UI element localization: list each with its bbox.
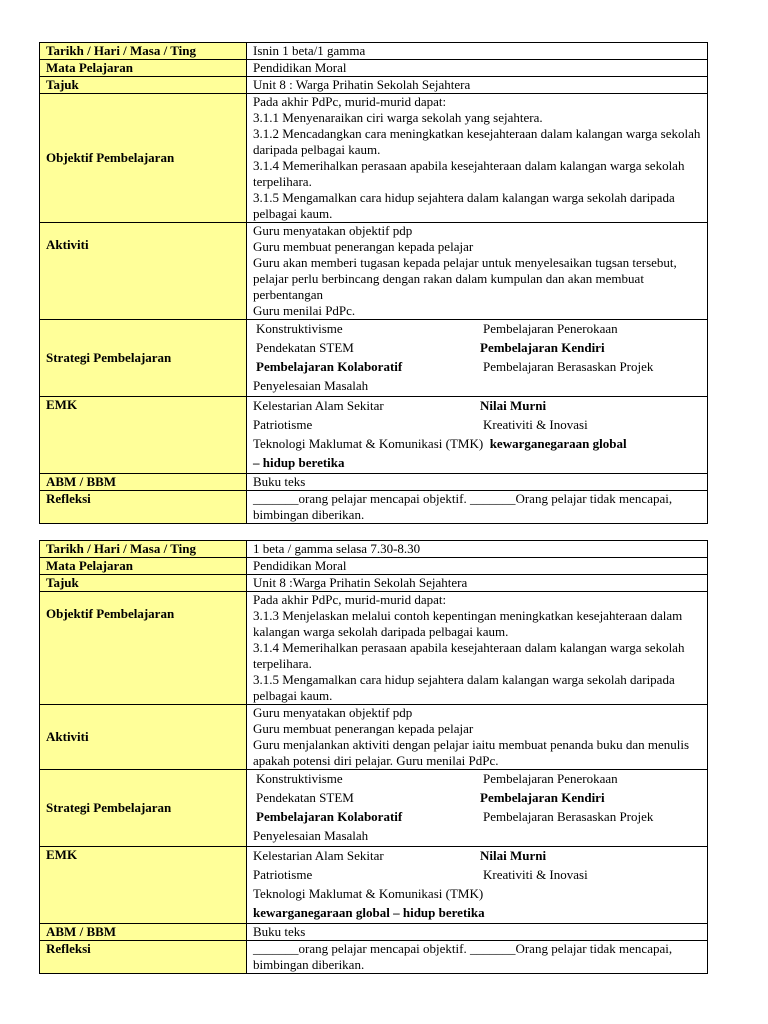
row-mata-pelajaran <box>40 558 708 575</box>
row-tarikh <box>40 541 708 558</box>
value-objektif <box>247 592 708 705</box>
row-tarikh <box>40 43 708 60</box>
objektif-line: 3.1.5 Mengamalkan cara hidup sejahtera dalam kalangan warga sekolah daripada pelbagai kaum. <box>253 190 675 221</box>
aktiviti-line: Guru menyatakan objektif pdp <box>253 223 413 238</box>
strategi-kolaboratif: Pembelajaran Kolaboratif <box>256 809 403 824</box>
value-emk <box>247 847 708 924</box>
emk-nilai: Nilai Murni <box>480 398 547 413</box>
strategi-konstruktivisme: Konstruktivisme <box>256 771 343 786</box>
label-emk: EMK <box>40 397 247 474</box>
emk-global: kewarganegaraan global – hidup beretika <box>253 905 485 920</box>
strategi-kendiri: Pembelajaran Kendiri <box>480 340 605 355</box>
row-abm <box>40 474 708 491</box>
label-tajuk: Tajuk <box>40 77 247 94</box>
value-objektif <box>247 94 708 223</box>
row-emk <box>40 847 708 924</box>
objektif-line: Pada akhir PdPc, murid-murid dapat: <box>253 94 447 109</box>
lesson-plan-table-2 <box>39 540 708 974</box>
emk-global: kewarganegaraan global <box>489 436 627 451</box>
emk-global-cont: – hidup beretika <box>253 455 345 470</box>
strategi-masalah: Penyelesaian Masalah <box>253 378 369 393</box>
row-strategi <box>40 770 708 847</box>
row-mata-pelajaran <box>40 60 708 77</box>
value-tajuk: Unit 8 : Warga Prihatin Sekolah Sejahtera <box>247 77 708 94</box>
emk-nilai: Nilai Murni <box>480 848 547 863</box>
objektif-line: 3.1.5 Mengamalkan cara hidup sejahtera dalam kalangan warga sekolah daripada pelbagai kaum. <box>253 672 675 703</box>
value-aktiviti <box>247 705 708 770</box>
strategi-projek: Pembelajaran Berasaskan Projek <box>483 359 654 374</box>
aktiviti-line: Guru menjalankan aktiviti dengan pelajar iaitu membuat penanda buku dan menulis apakah potensi diri pelajar. Guru menilai PdPc. <box>253 737 690 768</box>
label-tarikh: Tarikh / Hari / Masa / Ting <box>40 541 247 558</box>
value-strategi <box>247 770 708 847</box>
row-objektif <box>40 592 708 705</box>
aktiviti-line: Guru membuat penerangan kepada pelajar <box>253 239 474 254</box>
objektif-line: 3.1.2 Mencadangkan cara meningkatkan kesejahteraan dalam kalangan warga sekolah daripada pelbagai kaum. <box>253 126 701 157</box>
objektif-line: 3.1.4 Memerihalkan perasaan apabila kesejahteraan dalam kalangan warga sekolah terpelihara. <box>253 640 685 671</box>
value-mata-pelajaran: Pendidikan Moral <box>247 558 708 575</box>
value-abm: Buku teks <box>247 474 708 491</box>
row-aktiviti <box>40 705 708 770</box>
row-refleksi <box>40 491 708 524</box>
aktiviti-line: Guru menyatakan objektif pdp <box>253 705 413 720</box>
value-aktiviti <box>247 223 708 320</box>
label-tajuk: Tajuk <box>40 575 247 592</box>
label-objektif: Objektif Pembelajaran <box>40 592 247 705</box>
strategi-stem: Pendekatan STEM <box>256 790 354 805</box>
label-strategi: Strategi Pembelajaran <box>40 770 247 847</box>
emk-alam: Kelestarian Alam Sekitar <box>253 848 384 863</box>
label-tarikh: Tarikh / Hari / Masa / Ting <box>40 43 247 60</box>
row-abm <box>40 924 708 941</box>
label-refleksi: Refleksi <box>40 491 247 524</box>
aktiviti-line: Guru membuat penerangan kepada pelajar <box>253 721 474 736</box>
strategi-stem: Pendekatan STEM <box>256 340 354 355</box>
label-mata-pelajaran: Mata Pelajaran <box>40 60 247 77</box>
emk-kreativiti: Kreativiti & Inovasi <box>483 417 588 432</box>
emk-patriotisme: Patriotisme <box>253 417 313 432</box>
label-objektif: Objektif Pembelajaran <box>40 94 247 223</box>
objektif-line: Pada akhir PdPc, murid-murid dapat: <box>253 592 447 607</box>
emk-patriotisme: Patriotisme <box>253 867 313 882</box>
value-tajuk: Unit 8 :Warga Prihatin Sekolah Sejahtera <box>247 575 708 592</box>
label-refleksi: Refleksi <box>40 941 247 974</box>
value-mata-pelajaran: Pendidikan Moral <box>247 60 708 77</box>
objektif-line: 3.1.3 Menjelaskan melalui contoh kepentingan meningkatkan kesejahteraan dalam kalangan warga sekolah daripada pelbagai kaum. <box>253 608 683 639</box>
strategi-konstruktivisme: Konstruktivisme <box>256 321 343 336</box>
row-strategi <box>40 320 708 397</box>
label-emk: EMK <box>40 847 247 924</box>
row-emk <box>40 397 708 474</box>
value-strategi <box>247 320 708 397</box>
label-abm: ABM / BBM <box>40 924 247 941</box>
strategi-kendiri: Pembelajaran Kendiri <box>480 790 605 805</box>
row-aktiviti <box>40 223 708 320</box>
value-abm: Buku teks <box>247 924 708 941</box>
emk-kreativiti: Kreativiti & Inovasi <box>483 867 588 882</box>
objektif-line: 3.1.4 Memerihalkan perasaan apabila kesejahteraan dalam kalangan warga sekolah terpelihara. <box>253 158 685 189</box>
emk-tmk-line <box>253 435 707 454</box>
strategi-masalah: Penyelesaian Masalah <box>253 828 369 843</box>
strategi-kolaboratif: Pembelajaran Kolaboratif <box>256 359 403 374</box>
emk-tmk: Teknologi Maklumat & Komunikasi (TMK) <box>253 436 484 451</box>
value-refleksi: _______orang pelajar mencapai objektif. _______Orang pelajar tidak mencapai, bimbingan diberikan. <box>247 941 708 974</box>
value-emk <box>247 397 708 474</box>
aktiviti-line: Guru akan memberi tugasan kepada pelajar untuk menyelesaikan tugsan tersebut, pelajar perlu berbincang dengan rakan dalam kumpulan dan akan membuat perbentangan <box>253 255 677 302</box>
value-tarikh: 1 beta / gamma selasa 7.30-8.30 <box>247 541 708 558</box>
strategi-penerokaan: Pembelajaran Penerokaan <box>483 771 618 786</box>
row-tajuk <box>40 77 708 94</box>
emk-tmk: Teknologi Maklumat & Komunikasi (TMK) <box>253 886 484 901</box>
aktiviti-line: Guru menilai PdPc. <box>253 303 356 318</box>
value-refleksi: _______orang pelajar mencapai objektif. _______Orang pelajar tidak mencapai, bimbingan diberikan. <box>247 491 708 524</box>
row-refleksi <box>40 941 708 974</box>
emk-alam: Kelestarian Alam Sekitar <box>253 398 384 413</box>
strategi-penerokaan: Pembelajaran Penerokaan <box>483 321 618 336</box>
lesson-plan-table-1 <box>39 42 708 524</box>
label-aktiviti: Aktiviti <box>40 223 247 320</box>
label-aktiviti: Aktiviti <box>40 705 247 770</box>
row-objektif <box>40 94 708 223</box>
objektif-line: 3.1.1 Menyenaraikan ciri warga sekolah yang sejahtera. <box>253 110 543 125</box>
label-abm: ABM / BBM <box>40 474 247 491</box>
strategi-projek: Pembelajaran Berasaskan Projek <box>483 809 654 824</box>
row-tajuk <box>40 575 708 592</box>
label-strategi: Strategi Pembelajaran <box>40 320 247 397</box>
value-tarikh: Isnin 1 beta/1 gamma <box>247 43 708 60</box>
label-mata-pelajaran: Mata Pelajaran <box>40 558 247 575</box>
